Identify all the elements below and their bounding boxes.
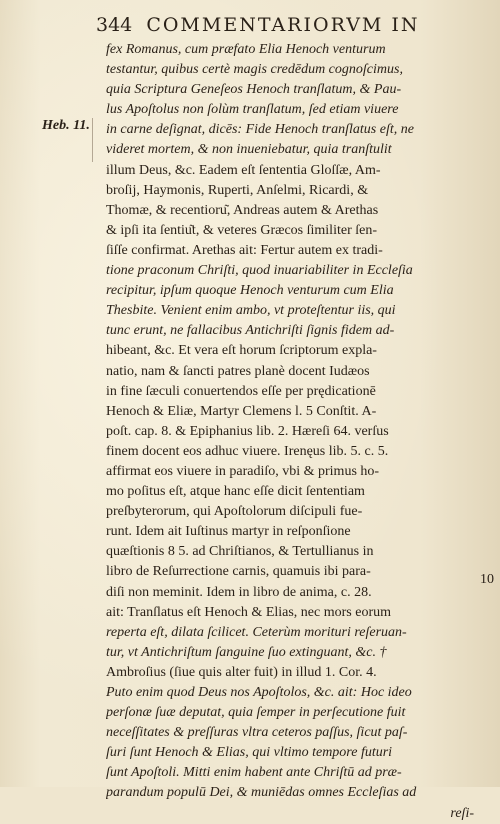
text-line: Ambroſius (ſiue quis alter fuit) in illud 1. Cor. 4. (106, 664, 377, 680)
text-line: ſunt Apoſtoli. Mitti enim habent ante Chriſtū ad præ- (106, 765, 402, 781)
text-line: tione praconum Chriſti, quod inuariabiliter in Eccleſia (106, 263, 413, 279)
text-line: tur, vt Antichriſtum ſanguine ſuo extinguant, &c. † (106, 644, 387, 660)
text-line: Henoch & Eliæ, Martyr Clemens l. 5 Conſtit. A- (106, 403, 377, 419)
margin-line-number: 10 (480, 572, 494, 587)
text-line: ſuri ſunt Henoch & Elias, qui vltimo tempore futuri (106, 745, 393, 761)
margin-reference: Heb. 11. (42, 118, 90, 133)
text-line: natio, nam & ſancti patres planè docent Iudæos (106, 363, 370, 379)
text-line: libro de Reſurrectione carnis, quamuis ibi para- (106, 564, 371, 580)
page-header (96, 14, 420, 36)
body-text (106, 40, 474, 824)
text-line: lus Apoſtolus non ſolùm tranſlatum, ſed etiam viuere (106, 102, 399, 118)
text-line: poſt. cap. 8. & Epiphanius lib. 2. Hæreſi 64. verſus (106, 423, 389, 439)
text-line: runt. Idem ait Iuſtinus martyr in reſponſione (106, 524, 351, 540)
text-line: broſij, Haymonis, Ruperti, Anſelmi, Ricardi, & (106, 182, 369, 198)
text-line: tunc erunt, ne fallacibus Antichriſti ſignis fidem ad- (106, 323, 395, 339)
text-line: & ipſi ita ſentiu͂t, & veteres Græcos ſimiliter ſen- (106, 222, 377, 238)
text-line: diſi non meminit. Idem in libro de anima, c. 28. (106, 584, 372, 600)
text-line: Thesbite. Venient enim ambo, vt proteſtentur iis, qui (106, 303, 396, 319)
text-line: illum Deus, &c. Eadem eſt ſententia Gloſſæ, Am- (106, 162, 381, 178)
text-line: videret mortem, & non inueniebatur, quia tranſtulit (106, 142, 392, 158)
text-line: Puto enim quod Deus nos Apoſtolos, &c. ait: Hoc ideo (106, 685, 412, 700)
text-line: neceſſitates & preſſuras vltra ceteros paſſus, ſicut paſ- (106, 725, 408, 741)
text-line: ait: Tranſlatus eſt Henoch & Elias, nec mors eorum (106, 604, 392, 620)
text-line: Thomæ, & recentioru͂, Andreas autem & Arethas (106, 202, 379, 218)
text-line: mo poſitus eſt, atque hanc eſſe dicit ſententiam (106, 484, 365, 500)
text-line: parandum populū Dei, & muniēdas omnes Eccleſias ad (106, 785, 417, 801)
text-line: quia Scriptura Geneſeos Henoch tranſlatum, & Pau- (106, 82, 402, 98)
text-line: perſonæ ſuæ deputat, quia ſemper in perſecutione fuit (106, 705, 406, 721)
text-line: testantur, quibus certè magis credēdum cognoſcimus, (106, 62, 403, 78)
page-number: 344 (96, 14, 133, 36)
text-line: fex Romanus, cum præfato Elia Henoch venturum (106, 42, 386, 57)
text-line: in carne deſignat, dicēs: Fide Henoch tranſlatus eſt, ne (106, 122, 414, 138)
text-line: in fine ſæculi conuertendos eſſe per prędicationē (106, 383, 376, 399)
text-line: ſiſſe confirmat. Arethas ait: Fertur autem ex tradi- (106, 242, 383, 258)
text-line: recipitur, ipſum quoque Henoch venturum cum Elia (106, 283, 394, 299)
catchword: reſi- (450, 805, 474, 821)
text-line: quæſtionis 8 5. ad Chriſtianos, & Tertullianus in (106, 544, 374, 560)
text-line: hibeant, &c. Et vera eſt horum ſcriptorum expla- (106, 343, 377, 359)
text-line: affirmat eos viuere in paradiſo, vbi & primus ho- (106, 463, 380, 479)
text-line: preſbyterorum, qui Apoſtolorum diſcipuli fue- (106, 504, 363, 520)
text-line: finem docent eos adhuc viuere. Irenęus lib. 5. c. 5. (106, 443, 389, 459)
margin-bracket (92, 118, 101, 162)
text-line: reperta eſt, dilata ſcilicet. Ceterùm morituri reſeruan- (106, 624, 407, 640)
running-title: COMMENTARIORVM IN (146, 14, 420, 36)
